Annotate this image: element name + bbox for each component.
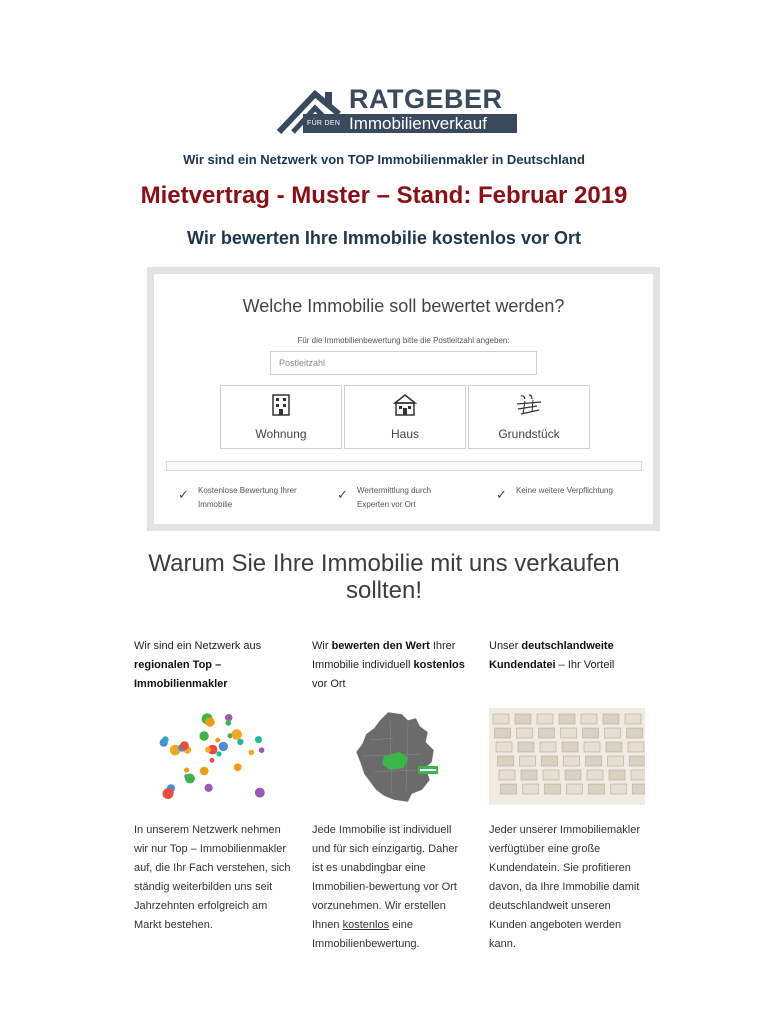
network-dot bbox=[205, 747, 211, 753]
logo-small-text: FÜR DEN bbox=[307, 120, 341, 127]
column-body bbox=[489, 821, 649, 954]
valuation-form bbox=[147, 267, 660, 531]
card-tab bbox=[583, 728, 599, 738]
card-tab bbox=[561, 728, 577, 738]
network-dot bbox=[259, 747, 265, 753]
logo-sub-text: Immobilienverkauf bbox=[349, 114, 487, 133]
intro-text: Ihrer Immobilie individuell bbox=[312, 640, 456, 671]
card-tab bbox=[493, 714, 509, 724]
card-tab bbox=[581, 714, 597, 724]
network-dot bbox=[205, 784, 213, 792]
card-tab bbox=[518, 742, 534, 752]
logo-main-text: RATGEBER bbox=[349, 84, 503, 114]
card-tab bbox=[628, 742, 644, 752]
body-text: In unserem Netzwerk nehmen wir nur Top – Immobilienmakler auf, die Ihr Fach verstehen, sich ständig weiterbilden uns seit Jahrzehnten erfolgreich am Markt bestehen. bbox=[134, 824, 291, 931]
check-icon: ✓ bbox=[178, 487, 189, 502]
network-dot bbox=[234, 763, 242, 771]
network-dot bbox=[180, 741, 189, 750]
card-tab bbox=[537, 714, 553, 724]
page-subtitle: Wir bewerten Ihre Immobilie kostenlos vor Ort bbox=[187, 228, 581, 248]
card-tab bbox=[565, 770, 581, 780]
network-dot bbox=[185, 774, 195, 784]
card-tab bbox=[559, 714, 575, 724]
card-tab bbox=[501, 784, 517, 794]
benefit-text: Keine weitere Verpflichtung bbox=[516, 486, 613, 495]
intro-text: – Ihr Vorteil bbox=[558, 659, 615, 671]
benefit-text: Wertermittlung durch bbox=[357, 486, 432, 495]
option-grundstueck-label: Grundstück bbox=[498, 427, 560, 441]
check-icon: ✓ bbox=[337, 487, 348, 502]
card-tab bbox=[495, 728, 511, 738]
network-dot bbox=[237, 739, 243, 745]
kostenlos-link[interactable]: kostenlos bbox=[342, 919, 390, 931]
card-tab bbox=[523, 784, 539, 794]
card-tab bbox=[496, 742, 512, 752]
logo bbox=[277, 84, 517, 134]
column-intro bbox=[489, 637, 629, 675]
card-tab bbox=[521, 770, 537, 780]
house-icon bbox=[393, 394, 417, 416]
network-dot bbox=[184, 768, 189, 773]
card-tab bbox=[586, 756, 602, 766]
form-question: Welche Immobilie soll bewertet werden? bbox=[242, 296, 565, 316]
body-text: eine Immobilienbewertung. bbox=[312, 919, 420, 950]
network-dot bbox=[168, 790, 174, 796]
body-text: Jeder unserer Immobiliemakler verfügtüber eine große Kundendatein. Sie profitieren davon, da Ihre Immobilie damit deutschlandweit unseren Kunden angeboten werden kann. bbox=[489, 824, 640, 950]
network-dot bbox=[216, 751, 221, 756]
card-tab bbox=[567, 784, 583, 794]
option-haus-button[interactable] bbox=[344, 385, 466, 449]
card-tab bbox=[520, 756, 536, 766]
check-icon: ✓ bbox=[496, 487, 507, 502]
card-tab bbox=[603, 714, 619, 724]
card-tab bbox=[540, 742, 556, 752]
card-tab bbox=[589, 784, 605, 794]
why-heading-line: sollten! bbox=[345, 577, 423, 604]
card-tab bbox=[587, 770, 603, 780]
card-tab bbox=[545, 784, 561, 794]
network-dot bbox=[249, 750, 255, 756]
card-tab bbox=[543, 770, 559, 780]
card-tab bbox=[606, 742, 622, 752]
network-illustration bbox=[155, 705, 270, 805]
option-haus-label: Haus bbox=[390, 427, 419, 441]
benefit-text: Kostenlose Bewertung Ihrer bbox=[198, 486, 297, 495]
apartment-icon bbox=[272, 394, 290, 416]
germany-map-illustration bbox=[350, 710, 450, 805]
column-body bbox=[312, 821, 472, 954]
card-tab bbox=[499, 770, 515, 780]
card-tab bbox=[611, 784, 627, 794]
option-wohnung-button[interactable] bbox=[220, 385, 342, 449]
intro-bold-text: kostenlos bbox=[413, 659, 465, 671]
network-dot bbox=[255, 736, 262, 743]
option-grundstueck-button[interactable] bbox=[468, 385, 590, 449]
network-dot bbox=[226, 720, 232, 726]
network-dot bbox=[199, 731, 208, 740]
network-dot bbox=[215, 738, 220, 743]
intro-bold-text: regionalen Top – Immobilienmakler bbox=[134, 659, 228, 690]
card-tab bbox=[627, 728, 643, 738]
card-tab bbox=[498, 756, 514, 766]
network-dot bbox=[210, 758, 215, 763]
network-dot bbox=[205, 717, 215, 727]
why-heading bbox=[0, 550, 768, 604]
benefit-text: Immobilie bbox=[198, 500, 233, 509]
intro-text: Wir bbox=[312, 640, 329, 652]
card-tab bbox=[630, 756, 646, 766]
intro-text: Wir sind ein Netzwerk aus bbox=[134, 640, 262, 652]
card-tab bbox=[625, 714, 641, 724]
progress-bar bbox=[166, 461, 642, 471]
card-tab bbox=[631, 770, 645, 780]
card-index-illustration bbox=[489, 708, 645, 805]
land-plot-icon bbox=[515, 394, 543, 416]
intro-bold-text: bewerten den Wert bbox=[331, 640, 430, 652]
network-dot bbox=[160, 739, 168, 747]
column-body bbox=[134, 821, 294, 935]
card-tab bbox=[633, 784, 646, 794]
column-intro bbox=[312, 637, 472, 694]
network-dot bbox=[200, 767, 209, 776]
card-tab bbox=[542, 756, 558, 766]
intro-text: Unser bbox=[489, 640, 519, 652]
card-tab bbox=[562, 742, 578, 752]
card-tab bbox=[564, 756, 580, 766]
card-tab bbox=[539, 728, 555, 738]
intro-bold-text: deutschlandweite Kundendatei bbox=[489, 640, 614, 671]
option-wohnung-label: Wohnung bbox=[255, 427, 307, 441]
why-heading-line: Warum Sie Ihre Immobilie mit uns verkaufen bbox=[148, 550, 620, 577]
network-dot bbox=[231, 729, 242, 740]
network-dot bbox=[219, 742, 228, 751]
card-tab bbox=[609, 770, 625, 780]
card-tab bbox=[584, 742, 600, 752]
page-title: Mietvertrag - Muster – Stand: Februar 2019 bbox=[140, 182, 628, 209]
tagline: Wir sind ein Netzwerk von TOP Immobilienmakler in Deutschland bbox=[183, 152, 585, 167]
form-hint: Für die Immobilienbewertung bitte die Postleitzahl angeben: bbox=[297, 336, 510, 345]
benefit-text: Experten vor Ort bbox=[357, 500, 416, 509]
card-tab bbox=[608, 756, 624, 766]
column-intro bbox=[134, 637, 279, 694]
body-text: Jede Immobilie ist individuell und für sich einzigartig. Daher ist es unabdingbar eine Immobilien-bewertung vor Ort vorzunehmen. Wir erstellen Ihnen bbox=[312, 824, 459, 931]
card-tab bbox=[605, 728, 621, 738]
network-dot bbox=[255, 788, 265, 798]
card-tab bbox=[515, 714, 531, 724]
card-tab bbox=[517, 728, 533, 738]
zip-input[interactable]: Postleitzahl bbox=[270, 351, 537, 375]
intro-text: vor Ort bbox=[312, 678, 346, 690]
